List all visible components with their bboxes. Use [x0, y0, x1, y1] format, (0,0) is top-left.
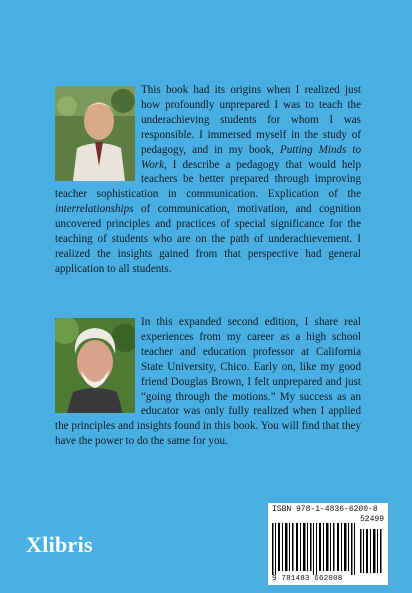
photo-spacer-1 [55, 83, 141, 175]
bio-1-text-b: I describe a pedagogy that would help teachers be better prepared through improving teacher sophistication in communication. Explication of the [55, 158, 361, 201]
isbn-barcode [268, 503, 388, 585]
bio-1-text-c: of communication, motivation, and cognition uncovered principles and practices of special significance for the teaching of students who are on the path of underachievement. I realized the insights gained from that perspective had general application to all students. [55, 203, 361, 275]
book-title: Putting Minds to Work, [141, 143, 361, 171]
bio-1-emphasis: interrelationships [55, 203, 134, 216]
bio-2-text: In this expanded second edition, I share real experiences from my career as a high school teacher and education professor at California State University, Chico. Early on, like my good friend Douglas Brown, I felt unprepared and just “going through the motions.” My success as an educator was only fully realized when I applied the principles and insights found in this book. You will find that they have the power to do the same for you. [55, 316, 361, 448]
photo-spacer-2 [55, 315, 141, 407]
barcode-digits: 9 781483 662008 [272, 575, 343, 583]
barcode-bars [272, 515, 384, 575]
publisher-logo: Xlibris [26, 532, 93, 557]
author-bio-paragraph-2 [55, 315, 361, 449]
isbn-label: ISBN 978-1-4836-6200-8 [272, 505, 378, 514]
bio-1-text-a: This book had its origins when I realized just how profoundly unprepared I was to teach the underachieving students for whom I was responsible. I immersed myself in the study of pedagogy, and in my book, [141, 84, 361, 156]
price-addon: 52499 [359, 515, 384, 524]
author-bio-paragraph-1 [55, 83, 361, 277]
